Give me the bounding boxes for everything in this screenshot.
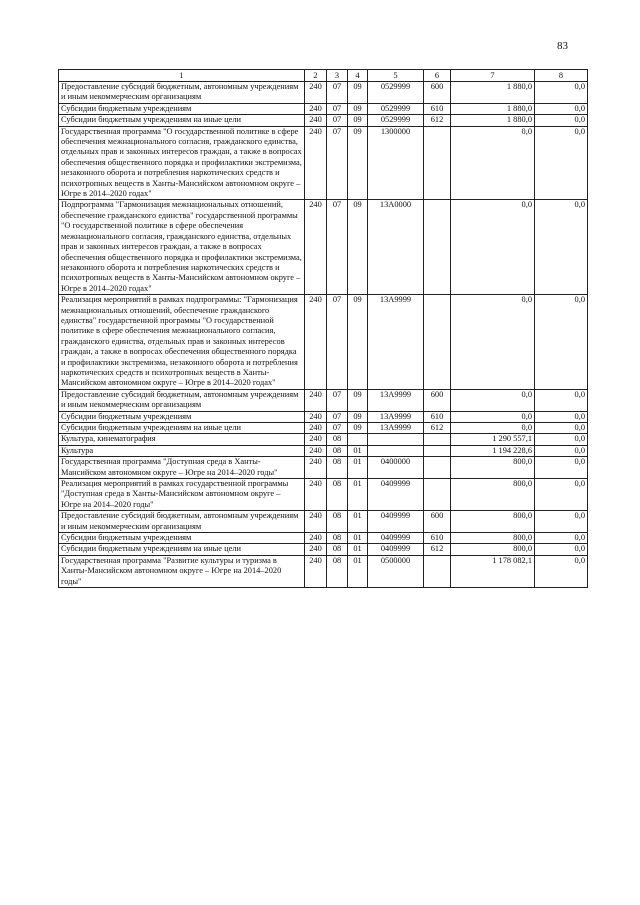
subsection-cell: 09 <box>348 295 368 390</box>
amount-2-cell: 0,0 <box>535 544 588 555</box>
subsection-cell: 09 <box>348 423 368 434</box>
table-row <box>59 457 588 479</box>
section-cell: 08 <box>327 511 348 533</box>
row-name-cell: Реализация мероприятий в рамках государственной программы "Доступная среда в Ханты-Мансийском автономном округе – Югре на 2014–2020 годы" <box>59 479 305 511</box>
section-cell: 08 <box>327 533 348 544</box>
ministry-code-cell: 240 <box>305 457 327 479</box>
target-article-cell: 0529999 <box>368 115 424 126</box>
target-article-cell: 13А9999 <box>368 423 424 434</box>
expense-type-cell: 612 <box>424 115 451 126</box>
amount-cell: 0,0 <box>451 411 535 422</box>
amount-2-cell: 0,0 <box>535 479 588 511</box>
subsection-cell <box>348 434 368 445</box>
target-article-cell: 13А0000 <box>368 200 424 295</box>
section-cell: 08 <box>327 544 348 555</box>
expense-type-cell <box>424 479 451 511</box>
table-row <box>59 82 588 104</box>
amount-cell: 1 880,0 <box>451 103 535 114</box>
expense-type-cell <box>424 200 451 295</box>
amount-2-cell: 0,0 <box>535 423 588 434</box>
target-article-cell: 1300000 <box>368 126 424 200</box>
expense-type-cell <box>424 445 451 456</box>
expense-type-cell: 600 <box>424 389 451 411</box>
section-cell: 07 <box>327 389 348 411</box>
subsection-cell: 01 <box>348 533 368 544</box>
section-cell: 08 <box>327 434 348 445</box>
ministry-code-cell: 240 <box>305 200 327 295</box>
table-row <box>59 200 588 295</box>
amount-cell: 1 290 557,1 <box>451 434 535 445</box>
amount-cell: 800,0 <box>451 457 535 479</box>
subsection-cell: 09 <box>348 103 368 114</box>
section-cell: 08 <box>327 479 348 511</box>
section-cell: 07 <box>327 200 348 295</box>
target-article-cell <box>368 445 424 456</box>
amount-cell: 1 880,0 <box>451 115 535 126</box>
table-row <box>59 411 588 422</box>
table-row <box>59 103 588 114</box>
row-name-cell: Государственная программа "Доступная среда в Ханты-Мансийском автономном округе – Югре на 2014–2020 годы" <box>59 457 305 479</box>
page-number: 83 <box>557 40 568 52</box>
amount-2-cell: 0,0 <box>535 555 588 587</box>
row-name-cell: Субсидии бюджетным учреждениям на иные цели <box>59 115 305 126</box>
row-name-cell: Субсидии бюджетным учреждениям <box>59 411 305 422</box>
amount-2-cell: 0,0 <box>535 434 588 445</box>
row-name-cell: Субсидии бюджетным учреждениям на иные цели <box>59 544 305 555</box>
subsection-cell: 09 <box>348 200 368 295</box>
column-header: 1 <box>59 70 305 82</box>
column-header: 6 <box>424 70 451 82</box>
target-article-cell <box>368 434 424 445</box>
budget-table <box>58 69 588 588</box>
target-article-cell: 0529999 <box>368 82 424 104</box>
row-name-cell: Государственная программа "О государственной политике в сфере обеспечения межнационального согласия, гражданского единства, отдельных прав и законных интересов граждан, а также в вопросах обеспечения общественного порядка и профилактики экстремизма, незаконного оборота и потребления наркотических средств и психотропных веществ в Ханты-Мансийском автономном округе – Югре в 2014–2020 годах" <box>59 126 305 200</box>
amount-2-cell: 0,0 <box>535 295 588 390</box>
target-article-cell: 13А9999 <box>368 389 424 411</box>
section-cell: 07 <box>327 411 348 422</box>
target-article-cell: 0409999 <box>368 544 424 555</box>
amount-2-cell: 0,0 <box>535 389 588 411</box>
amount-cell: 1 194 228,6 <box>451 445 535 456</box>
expense-type-cell <box>424 295 451 390</box>
row-name-cell: Субсидии бюджетным учреждениям на иные цели <box>59 423 305 434</box>
section-cell: 08 <box>327 445 348 456</box>
expense-type-cell <box>424 434 451 445</box>
section-cell: 07 <box>327 115 348 126</box>
expense-type-cell: 610 <box>424 533 451 544</box>
ministry-code-cell: 240 <box>305 555 327 587</box>
table-row <box>59 544 588 555</box>
subsection-cell: 09 <box>348 126 368 200</box>
amount-cell: 0,0 <box>451 200 535 295</box>
ministry-code-cell: 240 <box>305 434 327 445</box>
subsection-cell: 09 <box>348 115 368 126</box>
column-header: 5 <box>368 70 424 82</box>
subsection-cell: 01 <box>348 445 368 456</box>
ministry-code-cell: 240 <box>305 103 327 114</box>
expense-type-cell: 612 <box>424 544 451 555</box>
section-cell: 07 <box>327 82 348 104</box>
subsection-cell: 01 <box>348 479 368 511</box>
subsection-cell: 09 <box>348 82 368 104</box>
amount-cell: 800,0 <box>451 479 535 511</box>
expense-type-cell: 600 <box>424 82 451 104</box>
row-name-cell: Государственная программа "Развитие культуры и туризма в Ханты-Мансийском автономном округе – Югре на 2014–2020 годы" <box>59 555 305 587</box>
column-header: 3 <box>327 70 348 82</box>
ministry-code-cell: 240 <box>305 82 327 104</box>
ministry-code-cell: 240 <box>305 445 327 456</box>
ministry-code-cell: 240 <box>305 126 327 200</box>
amount-cell: 1 178 082,1 <box>451 555 535 587</box>
table-row <box>59 423 588 434</box>
column-header: 2 <box>305 70 327 82</box>
ministry-code-cell: 240 <box>305 389 327 411</box>
amount-2-cell: 0,0 <box>535 411 588 422</box>
amount-cell: 0,0 <box>451 389 535 411</box>
table-row <box>59 555 588 587</box>
expense-type-cell: 600 <box>424 511 451 533</box>
target-article-cell: 13А9999 <box>368 411 424 422</box>
subsection-cell: 01 <box>348 544 368 555</box>
expense-type-cell <box>424 126 451 200</box>
amount-cell: 0,0 <box>451 423 535 434</box>
section-cell: 07 <box>327 295 348 390</box>
subsection-cell: 01 <box>348 457 368 479</box>
table-row <box>59 434 588 445</box>
amount-2-cell: 0,0 <box>535 533 588 544</box>
section-cell: 08 <box>327 457 348 479</box>
row-name-cell: Предоставление субсидий бюджетным, автономным учреждениям и иным некоммерческим организациям <box>59 511 305 533</box>
table-row <box>59 115 588 126</box>
amount-2-cell: 0,0 <box>535 511 588 533</box>
amount-cell: 800,0 <box>451 544 535 555</box>
row-name-cell: Реализация мероприятий в рамках подпрограммы: "Гармонизация межнациональных отношений, обеспечение гражданского единства" государственной программы "О государственной политике в сфере обеспечения межнационального согласия, гражданского единства, отдельных прав и законных интересов граждан, а также в вопросах обеспечения общественного порядка и профилактики экстремизма, незаконного оборота и потребления наркотических средств и психотропных веществ в Ханты-Мансийском автономном округе – Югре в 2014–2020 годах" <box>59 295 305 390</box>
target-article-cell: 0500000 <box>368 555 424 587</box>
amount-2-cell: 0,0 <box>535 115 588 126</box>
amount-2-cell: 0,0 <box>535 82 588 104</box>
target-article-cell: 0409999 <box>368 533 424 544</box>
amount-cell: 800,0 <box>451 533 535 544</box>
amount-cell: 0,0 <box>451 295 535 390</box>
target-article-cell: 0529999 <box>368 103 424 114</box>
column-header: 8 <box>535 70 588 82</box>
table-row <box>59 479 588 511</box>
table-row <box>59 511 588 533</box>
table-row <box>59 389 588 411</box>
subsection-cell: 09 <box>348 411 368 422</box>
subsection-cell: 01 <box>348 511 368 533</box>
expense-type-cell <box>424 555 451 587</box>
amount-2-cell: 0,0 <box>535 200 588 295</box>
target-article-cell: 0400000 <box>368 457 424 479</box>
section-cell: 07 <box>327 103 348 114</box>
section-cell: 07 <box>327 126 348 200</box>
ministry-code-cell: 240 <box>305 411 327 422</box>
target-article-cell: 0409999 <box>368 511 424 533</box>
row-name-cell: Субсидии бюджетным учреждениям <box>59 533 305 544</box>
row-name-cell: Подпрограмма "Гармонизация межнациональных отношений, обеспечение гражданского единства" государственной программы "О государственной политике в сфере обеспечения межнационального согласия, гражданского единства, отдельных прав и законных интересов граждан, а также в вопросах обеспечения общественного порядка и профилактики экстремизма, незаконного оборота и потребления наркотических средств и психотропных веществ в Ханты-Мансийском автономном округе – Югре в 2014–2020 годах" <box>59 200 305 295</box>
ministry-code-cell: 240 <box>305 423 327 434</box>
row-name-cell: Предоставление субсидий бюджетным, автономным учреждениям и иным некоммерческим организациям <box>59 389 305 411</box>
table-body <box>59 82 588 588</box>
expense-type-cell: 612 <box>424 423 451 434</box>
amount-2-cell: 0,0 <box>535 126 588 200</box>
amount-cell: 800,0 <box>451 511 535 533</box>
amount-2-cell: 0,0 <box>535 457 588 479</box>
amount-2-cell: 0,0 <box>535 103 588 114</box>
table-row <box>59 445 588 456</box>
ministry-code-cell: 240 <box>305 511 327 533</box>
row-name-cell: Культура <box>59 445 305 456</box>
column-header: 7 <box>451 70 535 82</box>
ministry-code-cell: 240 <box>305 544 327 555</box>
amount-cell: 0,0 <box>451 126 535 200</box>
ministry-code-cell: 240 <box>305 115 327 126</box>
ministry-code-cell: 240 <box>305 479 327 511</box>
target-article-cell: 13А9999 <box>368 295 424 390</box>
section-cell: 08 <box>327 555 348 587</box>
expense-type-cell <box>424 457 451 479</box>
ministry-code-cell: 240 <box>305 295 327 390</box>
amount-cell: 1 880,0 <box>451 82 535 104</box>
table-row <box>59 126 588 200</box>
expense-type-cell: 610 <box>424 103 451 114</box>
amount-2-cell: 0,0 <box>535 445 588 456</box>
table-header-row <box>59 70 588 82</box>
row-name-cell: Предоставление субсидий бюджетным, автономным учреждениям и иным некоммерческим организациям <box>59 82 305 104</box>
ministry-code-cell: 240 <box>305 533 327 544</box>
row-name-cell: Субсидии бюджетным учреждениям <box>59 103 305 114</box>
row-name-cell: Культура, кинематография <box>59 434 305 445</box>
column-header: 4 <box>348 70 368 82</box>
table-row <box>59 533 588 544</box>
target-article-cell: 0409999 <box>368 479 424 511</box>
subsection-cell: 09 <box>348 389 368 411</box>
expense-type-cell: 610 <box>424 411 451 422</box>
table-row <box>59 295 588 390</box>
section-cell: 07 <box>327 423 348 434</box>
subsection-cell: 01 <box>348 555 368 587</box>
